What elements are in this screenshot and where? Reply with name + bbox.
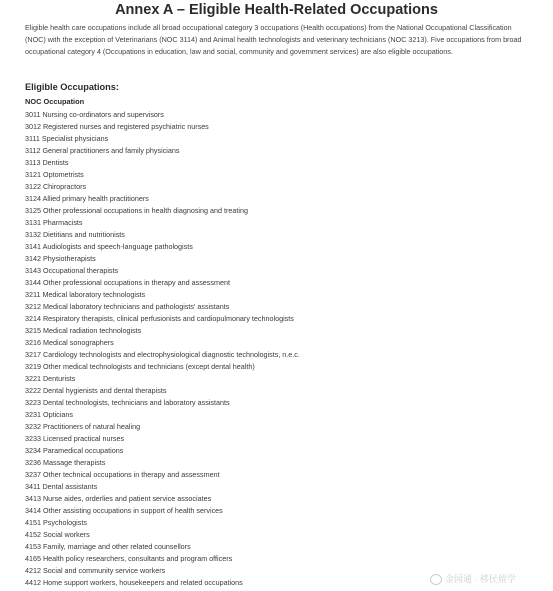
occupation-item: 3219 Other medical technologists and technicians (except dental health): [25, 362, 255, 371]
occupation-item: 3414 Other assisting occupations in support of health services: [25, 506, 223, 515]
occupation-item: 3012 Registered nurses and registered psychiatric nurses: [25, 122, 209, 131]
occupation-item: 3132 Dietitians and nutritionists: [25, 230, 125, 239]
watermark-text: 金园通 · 移民留学: [445, 574, 516, 584]
occupation-item: 3141 Audiologists and speech-language pathologists: [25, 242, 193, 251]
occupation-item: 3237 Other technical occupations in therapy and assessment: [25, 470, 220, 479]
occupation-item: 3231 Opticians: [25, 410, 73, 419]
occupation-item: 3143 Occupational therapists: [25, 266, 119, 275]
occupation-item: 3411 Dental assistants: [25, 482, 98, 491]
occupation-item: 3233 Licensed practical nurses: [25, 434, 125, 443]
intro-paragraph: Eligible health care occupations include all broad occupational category 3 occupations (Health occupations) from the National Occupational Classification (NOC) with the exception of Veterinarians (NOC 3114) and Animal health technologists and veterinary technicians (NOC 3213). Five occupations from broad occupational category 4 (Occupations in education, law and social, community and government services) are also eligible occupations.: [25, 23, 522, 56]
occupation-item: 3223 Dental technologists, technicians and laboratory assistants: [25, 398, 230, 407]
occupation-item: 3217 Cardiology technologists and electrophysiological diagnostic technologists, n.e.c.: [25, 350, 300, 359]
watermark-icon: [430, 574, 442, 585]
occupation-item: 3413 Nurse aides, orderlies and patient service associates: [25, 494, 212, 503]
occupation-item: 4165 Health policy researchers, consultants and program officers: [25, 554, 233, 563]
occupation-item: 3216 Medical sonographers: [25, 338, 114, 347]
occupation-item: 3142 Physiotherapists: [25, 254, 96, 263]
occupation-item: 3011 Nursing co-ordinators and supervisors: [25, 110, 164, 119]
occupation-item: 4151 Psychologists: [25, 518, 87, 527]
occupation-list: [25, 109, 300, 589]
occupation-item: 3214 Respiratory therapists, clinical perfusionists and cardiopulmonary technologists: [25, 314, 294, 323]
occupation-item: 3144 Other professional occupations in therapy and assessment: [25, 278, 230, 287]
occupation-item: 3111 Specialist physicians: [25, 134, 109, 143]
occupation-item: 3122 Chiropractors: [25, 182, 87, 191]
occupation-item: 3112 General practitioners and family physicians: [25, 146, 180, 155]
occupation-item: 3222 Dental hygienists and dental therapists: [25, 386, 167, 395]
watermark: [430, 572, 516, 585]
page-title: Annex A – Eligible Health-Related Occupations: [115, 2, 438, 18]
occupation-item: 4412 Home support workers, housekeepers and related occupations: [25, 578, 243, 587]
occupation-item: 3121 Optometrists: [25, 170, 84, 179]
column-header: NOC Occupation: [25, 97, 85, 106]
occupation-item: 3131 Pharmacists: [25, 218, 83, 227]
occupation-item: 3221 Denturists: [25, 374, 76, 383]
occupation-item: 4152 Social workers: [25, 530, 90, 539]
occupation-item: 3215 Medical radiation technologists: [25, 326, 142, 335]
occupation-item: 3236 Massage therapists: [25, 458, 106, 467]
occupation-item: 3234 Paramedical occupations: [25, 446, 124, 455]
occupation-item: 3113 Dentists: [25, 158, 69, 167]
occupation-item: 4153 Family, marriage and other related counsellors: [25, 542, 191, 551]
occupation-item: 3211 Medical laboratory technologists: [25, 290, 146, 299]
occupation-item: 4212 Social and community service workers: [25, 566, 166, 575]
occupation-item: 3212 Medical laboratory technicians and pathologists' assistants: [25, 302, 230, 311]
section-heading: Eligible Occupations:: [25, 82, 119, 92]
occupation-item: 3124 Allied primary health practitioners: [25, 194, 149, 203]
occupation-item: 3232 Practitioners of natural healing: [25, 422, 141, 431]
occupation-item: 3125 Other professional occupations in health diagnosing and treating: [25, 206, 248, 215]
